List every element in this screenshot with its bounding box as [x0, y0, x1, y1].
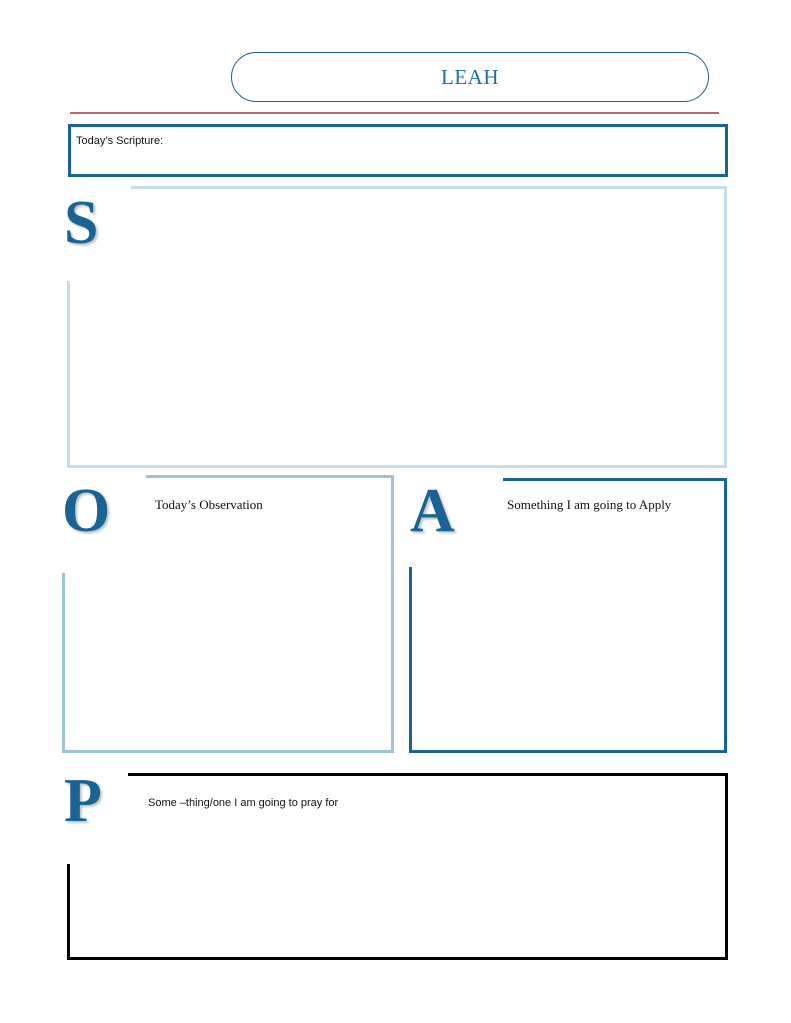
letter-s: S: [64, 189, 99, 257]
p-border-left: [67, 864, 70, 960]
title-banner: [231, 52, 709, 102]
o-border-right: [391, 475, 394, 753]
a-border-right: [724, 478, 727, 753]
letter-p: P: [64, 767, 102, 835]
page-title: LEAH: [441, 64, 499, 89]
scripture-label: Today’s Scripture:: [76, 135, 164, 147]
a-border-left: [409, 567, 412, 753]
scripture-field[interactable]: [68, 124, 728, 177]
s-border-top: [131, 186, 727, 189]
p-border-bottom: [67, 957, 728, 960]
s-border-left: [67, 281, 70, 468]
p-border-top: [128, 773, 728, 776]
a-border-bottom: [409, 750, 727, 753]
title-divider: [70, 112, 719, 114]
application-label: Something I am going to Apply: [507, 497, 672, 512]
prayer-label: Some –thing/one I am going to pray for: [148, 797, 339, 809]
s-border-right: [724, 186, 727, 468]
o-border-left: [62, 573, 65, 753]
o-border-bottom: [62, 750, 394, 753]
a-border-top: [503, 478, 727, 481]
s-border-bottom: [67, 465, 727, 468]
observation-label: Today’s Observation: [155, 497, 263, 512]
p-border-right: [725, 773, 728, 960]
o-border-top: [146, 475, 394, 478]
letter-a: A: [410, 477, 455, 545]
letter-o: O: [62, 477, 111, 545]
